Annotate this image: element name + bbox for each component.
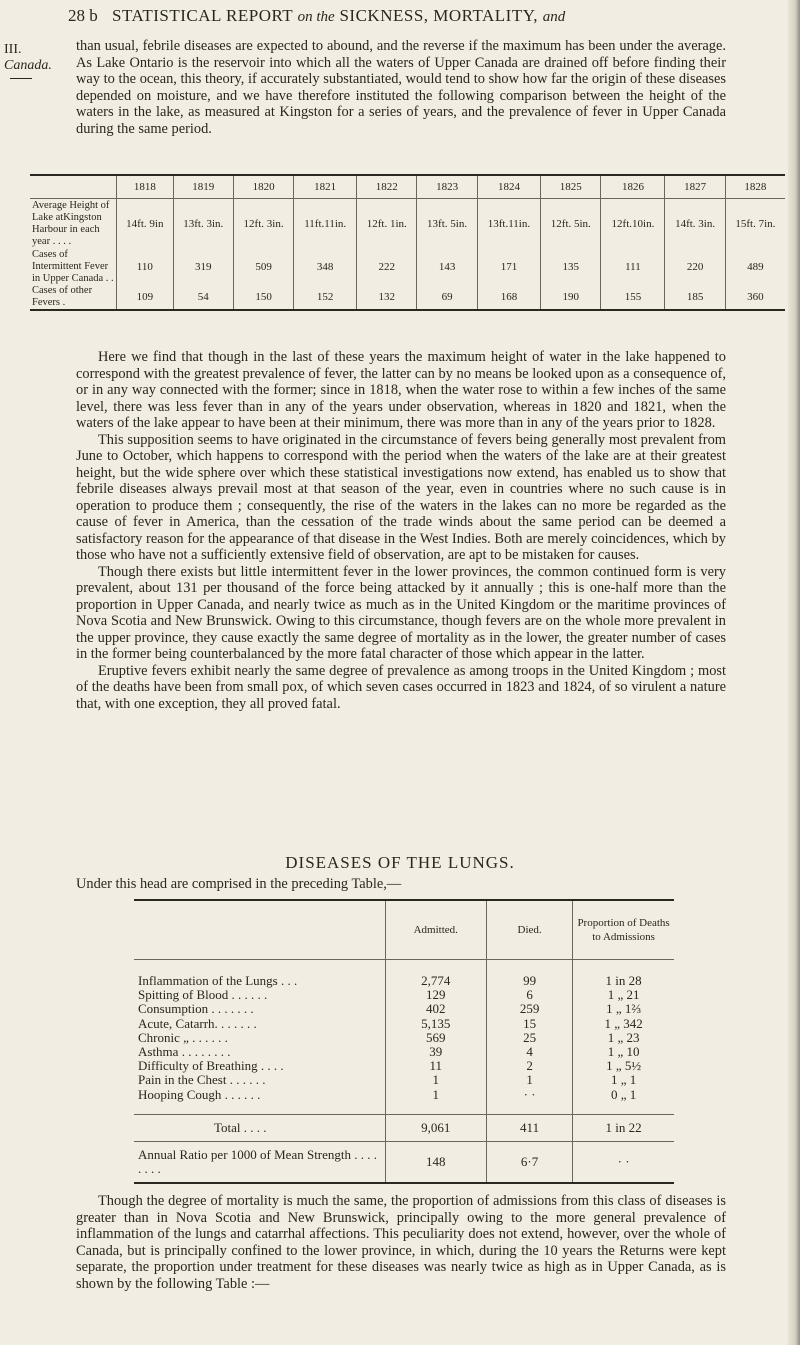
table-cell: 489 xyxy=(725,249,785,285)
table2-corner xyxy=(134,900,385,960)
table1-header-row xyxy=(30,175,785,199)
total-admitted: 9,061 xyxy=(385,1114,486,1141)
year-header: 1828 xyxy=(725,175,785,199)
table-cell: 69 xyxy=(417,285,477,310)
row-label: Hooping Cough . . . . . . xyxy=(138,1086,261,1102)
table-cell: 222 xyxy=(357,249,417,285)
column-header: Proportion of Deaths to Admissions xyxy=(573,900,674,960)
row-label: Difficulty of Breathing . . . . xyxy=(138,1058,284,1074)
total-label: Total . . . . xyxy=(134,1114,385,1141)
table-cell: 14ft. 3in. xyxy=(665,199,725,249)
table-cell: 15ft. 7in. xyxy=(725,199,785,249)
year-header: 1827 xyxy=(665,175,725,199)
table-cell: 54 xyxy=(173,285,233,310)
died-cell: 1 xyxy=(486,1073,572,1087)
proportion-cell: 1 „ 10 xyxy=(573,1045,674,1059)
died-cell: 25 xyxy=(486,1031,572,1045)
margin-rule xyxy=(10,78,32,79)
table-cell: 12ft. 5in. xyxy=(541,199,601,249)
table-cell: 12ft. 1in. xyxy=(357,199,417,249)
annual-label: Annual Ratio per 1000 of Mean Strength . . . . . . . . xyxy=(138,1146,378,1176)
table-cell: 12ft. 3in. xyxy=(233,199,293,249)
died-cell: · · xyxy=(486,1088,572,1115)
section-heading: DISEASES OF THE LUNGS. xyxy=(285,853,515,872)
proportion-cell: 1 „ 23 xyxy=(573,1031,674,1045)
table-row xyxy=(134,1017,674,1031)
running-title: STATISTICAL REPORT on the SICKNESS, MORTALITY, and xyxy=(112,6,566,25)
admitted-cell: 11 xyxy=(385,1059,486,1073)
table1-row-other xyxy=(30,285,785,310)
table-row xyxy=(134,988,674,1002)
proportion-cell: 1 „ 21 xyxy=(573,988,674,1002)
text-block-middle xyxy=(76,349,726,712)
annual-admitted: 148 xyxy=(385,1141,486,1183)
table-row xyxy=(134,960,674,989)
year-header: 1826 xyxy=(601,175,665,199)
admitted-cell: 402 xyxy=(385,1002,486,1016)
proportion-cell: 1 „ 1 xyxy=(573,1073,674,1087)
table-row xyxy=(134,1031,674,1045)
total-row xyxy=(134,1114,674,1141)
table-cell: 111 xyxy=(601,249,665,285)
row-label: Cases of other Fevers . xyxy=(30,285,117,310)
row-label: Acute, Catarrh. . . . . . . xyxy=(138,1015,257,1031)
table-cell: 171 xyxy=(477,249,540,285)
table1-row-height xyxy=(30,199,785,249)
admitted-cell: 39 xyxy=(385,1045,486,1059)
table-row xyxy=(134,1073,674,1087)
table-cell: 220 xyxy=(665,249,725,285)
annual-died: 6·7 xyxy=(486,1141,572,1183)
died-cell: 6 xyxy=(486,988,572,1002)
row-label: Asthma . . . . . . . . xyxy=(138,1044,231,1060)
admitted-cell: 1 xyxy=(385,1073,486,1087)
margin-note xyxy=(4,42,64,79)
died-cell: 2 xyxy=(486,1059,572,1073)
table-cell: 155 xyxy=(601,285,665,310)
row-label: Spitting of Blood . . . . . . xyxy=(138,987,268,1003)
proportion-cell: 1 „ 342 xyxy=(573,1017,674,1031)
table-cell: 12ft.10in. xyxy=(601,199,665,249)
admitted-cell: 1 xyxy=(385,1088,486,1115)
paragraph-4: Though there exists but little intermittent fever in the lower provinces, the common continued form is very prevalent, about 131 per thousand of the force being attacked by it annually ; this is one-half more than the proportion in Upper Canada, and nearly twice as much as in the United Kingdom or the maritime provinces of Nova Scotia and New Brunswick. Owing to this circumstance, though fevers are on the whole more prevalent in the upper province, they cause exactly the same degree of mortality as in the lower, the greater number of cases in the former being counterbalanced by the more fatal character of those which appear in the latter. xyxy=(76,563,726,662)
proportion-cell: 0 „ 1 xyxy=(573,1088,674,1115)
table-row xyxy=(134,1088,674,1115)
table-cell: 185 xyxy=(665,285,725,310)
table-row xyxy=(134,1059,674,1073)
row-label: Cases of Intermittent Fever in Upper Canada . . xyxy=(32,248,114,284)
table-cell: 13ft. 3in. xyxy=(173,199,233,249)
row-label: Average Height of Lake atKingston Harbour in each year . . . . xyxy=(32,199,110,247)
table-cell: 132 xyxy=(357,285,417,310)
section-intro: Under this head are comprised in the preceding Table,— xyxy=(76,876,402,892)
table2-header-row xyxy=(134,900,674,960)
table-cell: 319 xyxy=(173,249,233,285)
table-cell: 190 xyxy=(541,285,601,310)
section-number: III. xyxy=(4,42,22,57)
table-cell: 509 xyxy=(233,249,293,285)
proportion-cell: 1 „ 5½ xyxy=(573,1059,674,1073)
table-cell: 152 xyxy=(294,285,357,310)
table-row xyxy=(134,1002,674,1016)
total-died: 411 xyxy=(486,1114,572,1141)
paragraph-1: than usual, febrile diseases are expected to abound, and the reverse if the maximum has been under the average. As Lake Ontario is the reservoir into which all the waters of Upper Canada are drained off before finding their way to the ocean, this theory, if accurately substantiated, would tend to show how far the origin of these diseases depended on moisture, and we have therefore instituted the following comparison between the height of the waters in the lake, as measured at Kingston for a series of years, and the prevalence of fever in Upper Canada during the same period. xyxy=(76,38,726,137)
table-cell: 13ft.11in. xyxy=(477,199,540,249)
row-label: Chronic „ . . . . . . xyxy=(138,1029,228,1045)
paragraph-2: Here we find that though in the last of these years the maximum height of water in the lake happened to correspond with the greatest prevalence of fever, the latter can by no means be looked upon as a consequence of, or in any way connected with the former; since in 1818, when the water rose to within a few inches of the same level, there was less fever than in any of the years under observation, whereas in 1820 and 1821, when the waters of the lake appear to have been at their minimum, there was more than in any of the years prior to 1828. xyxy=(76,349,726,431)
died-cell: 4 xyxy=(486,1045,572,1059)
total-proportion: 1 in 22 xyxy=(573,1114,674,1141)
year-header: 1819 xyxy=(173,175,233,199)
table-cell: 143 xyxy=(417,249,477,285)
column-header: Died. xyxy=(486,900,572,960)
table-row xyxy=(134,1045,674,1059)
table-cell: 135 xyxy=(541,249,601,285)
year-header: 1824 xyxy=(477,175,540,199)
table-cell: 168 xyxy=(477,285,540,310)
table-cell: 13ft. 5in. xyxy=(417,199,477,249)
year-header: 1818 xyxy=(117,175,174,199)
lung-diseases-table xyxy=(134,899,674,1184)
annual-proportion: · · xyxy=(573,1141,674,1183)
table-cell: 109 xyxy=(117,285,174,310)
text-block-top xyxy=(76,38,726,137)
admitted-cell: 2,774 xyxy=(385,960,486,989)
table-cell: 150 xyxy=(233,285,293,310)
page-number: 28 b xyxy=(68,6,98,25)
died-cell: 259 xyxy=(486,1002,572,1016)
year-header: 1821 xyxy=(294,175,357,199)
table1-corner xyxy=(30,175,117,199)
year-header: 1825 xyxy=(541,175,601,199)
year-header: 1822 xyxy=(357,175,417,199)
row-label: Consumption . . . . . . . xyxy=(138,1001,254,1017)
paragraph-6: Though the degree of mortality is much the same, the proportion of admissions from this class of diseases is greater than in Nova Scotia and New Brunswick, principally owing to the more general prevalence of inflammation of the lungs and catarrhal affections. This peculiarity does not extend, however, over the whole of Canada, but is principally confined to the lower province, in which, during the 10 years the Returns were kept separate, the proportion under treatment for these diseases was nearly twice as high as in Upper Canada, as is shown by the following Table :— xyxy=(76,1193,726,1292)
died-cell: 15 xyxy=(486,1017,572,1031)
admitted-cell: 569 xyxy=(385,1031,486,1045)
paragraph-5: Eruptive fevers exhibit nearly the same degree of prevalence as among troops in the United Kingdom ; most of the deaths have been from small pox, of which seven cases occurred in 1823 and 1824, of so virulent a nature that, with one exception, they all proved fatal. xyxy=(76,662,726,712)
annual-ratio-row xyxy=(134,1141,674,1183)
year-header: 1823 xyxy=(417,175,477,199)
column-header: Admitted. xyxy=(385,900,486,960)
died-cell: 99 xyxy=(486,960,572,989)
row-label: Inflammation of the Lungs . . . xyxy=(138,973,298,988)
admitted-cell: 5,135 xyxy=(385,1017,486,1031)
table-cell: 348 xyxy=(294,249,357,285)
table-cell: 11ft.11in. xyxy=(294,199,357,249)
proportion-cell: 1 in 28 xyxy=(573,960,674,989)
text-block-bottom xyxy=(76,1193,726,1292)
table-cell: 110 xyxy=(117,249,174,285)
admitted-cell: 129 xyxy=(385,988,486,1002)
page-edge-shadow xyxy=(788,0,800,1345)
year-header: 1820 xyxy=(233,175,293,199)
row-label: Pain in the Chest . . . . . . xyxy=(138,1072,266,1088)
paragraph-3: This supposition seems to have originated in the circumstance of fevers being generally most prevalent from June to October, which happens to correspond with the period when the waters of the lake are at their greatest height, but the wide sphere over which these statistical investigations now extend, has enabled us to show that febrile diseases always prevail most at that season of the year, even in countries where no such cause is in operation to produce them ; consequently, the rise of the waters in the lakes can no more be regarded as the cause of fever in America, than the cessation of the trade winds about the same period can be deemed a satisfactory reason for the appearance of that disease in the West Indies. Both are merely coincidences, which by those who have not a sufficiently extensive field of observation, are apt to be mistaken for causes. xyxy=(76,431,726,563)
table-cell: 360 xyxy=(725,285,785,310)
page-header xyxy=(0,6,800,28)
proportion-cell: 1 „ 1⅔ xyxy=(573,1002,674,1016)
lake-height-fever-table xyxy=(30,174,785,311)
table-cell: 14ft. 9in xyxy=(117,199,174,249)
table1-row-intermittent xyxy=(30,249,785,285)
section-place: Canada. xyxy=(4,58,52,73)
